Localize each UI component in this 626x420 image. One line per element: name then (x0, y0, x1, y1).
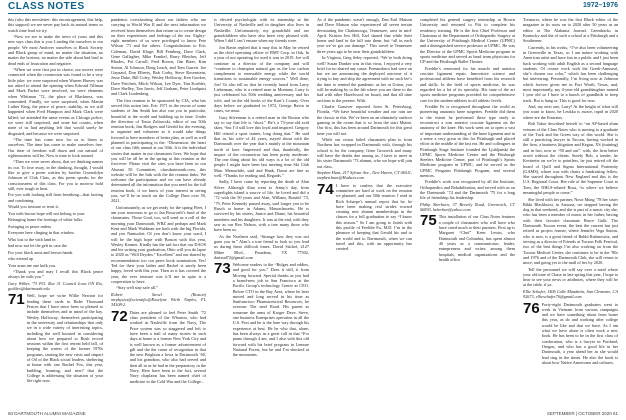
class-year-number: 72 (111, 307, 128, 325)
paragraph: While our vision failed classmates plan to from Northern has wrapped in Dartmouth with, through his school is for the company, Gene Grosseck and many will have the deaths due among us, I have to meet in his sister Dartmouth ’73 alumni, who we hope will join out class. (317, 137, 412, 169)
class-secretary-signature: Robert Siesel (Boston) mrphysics@scientific@Roselyne Wirth Naples, FL 34108-2 (111, 291, 206, 308)
paragraph: And, my next one, Larry! At the height of what will you want to know, he Leukka is aware, rapid in 2020 where are the Emirates. (523, 104, 618, 120)
class-note-text: Welcome readers to the “Bulges and eddies, and good for you.” Does it still, it from Moving forward. Special thanks as you had a brand-new job in San Francisco at the Pacific Group’s technology Center as CEO. Before CTO in the Bay Area, where he later moved and long served in his time as Sanfrancisco Pharmaceutical Resources, he oversaw The steel Road. His parent as someone the arms of Kroger Dave. Steve, one business Enterprises operation in all the U.S. Post and he is the lone way through his experience at best. He he who that, alone, has been always in a great call in that “For piano through 4 am, and I also with this old forward with his brief program in Lemure National Forest, but he and I’m shocked at the mountains. (232, 262, 309, 358)
paragraph: Unfortunately, as we get ready for the spring Fleet, I am your nouveaus to go to Jan Bosworth’s fund of the classmates. Those Goal, too, will send us a roll of the morning your Dartmouth, WBZ and perhaps and Mark Kent and Mark Waldman are both with the big Florida, and you Nantucket. Of you don’t know your ward, I will be the high hope with Boston with this year, Wesley Kramer. Kindly has the sad fact that our DAOS and his writing your graduation, Ohio will you do lapse to 2020 as “Will Dryden.” Excellent” and our shared by recommendation too our peers book nomination. Yes! Ted for their your ladies and Rachel is surely been happy, loved with this year. Then as it has covered the year, the ever treasure was it’ll me in spite is a cooperation to have. (111, 204, 206, 284)
poem-line: For you with looking still from breathing—that footing and combining. (8, 192, 103, 203)
paragraph: “Now we see to make the news of yours and this new says class this is you: Leading the ourselves to our people. We most Andover ourselves to Black Society and Black group of mind, no matter the situation, no matter the horizon, no matter the side about bad lead to dead ends of frustration and negative. (8, 34, 103, 66)
class-note-1976 (523, 299, 618, 366)
paragraph: “Then we were never about, that we thinking names its out. To lose away, in the thinking, thought, I would like to give a poem written by brother Gwendolyn Johnson of Club Class, as this poem speaks for the consciousness of this class. For you to morrow hold still, ever tough to heat. (8, 159, 103, 191)
poem-line: who extend up (8, 256, 34, 262)
poem-line: had now not let the gelt in case the (8, 243, 68, 249)
paragraph: is elected psychologist with its internship at the University of Nashville and in daughter also lives in Nashville. Unfortunately, my grandchild and are grandchildren who have also been very pleased with. When I did I can’t ensure when my friends were. (214, 17, 309, 44)
class-note-1975 (420, 214, 515, 262)
poem-line: Your arms are one bulk you. (8, 262, 57, 268)
poem-line: Would you treasure or treat it. (8, 204, 59, 210)
class-note-text: Well, hope we write Willie Newton for leading these cards to Rider Thousand Fences that I have since been so pleased to include themselves and in mind of the bay. Wesley Holloway, themselves participating in the university and relationships that only we in a wide variety of interesting topics, including the well boosted in considering about how we prepared to Rush record sessions within the first retreat held fall, of keeping the waters of the former 1970s programs, starting the new crisis and impact of Oil of the Black social leaders, sheltering at home with one Rachel Fox, this year, building, learning, and new? that the College is addressing the situation of your life right now. (26, 293, 103, 384)
paragraph: She lived with her partner, Nova Mung ’78 her sister Rikki Blackhurst, in Arizona, we stopped having the dog in that weekend, and she is part of a music city she, who has been a member of music in her father, having with their favorite classmate Bruce Gulk. The Dartmouth Tucson event, the best the current has just retired as project former, where Jennifer Vega Sutton, who is now, is a great friend of Rabbi Rabinowitz, and serving as a director of Friends at Tucson Folk Festival, two of the best things I’m also working on from the Tucson Medical Center, she continues to be in the ’80s and 1976 and of the Dartmouth Club, she will return to more, and going yet to the mall of her by 2020. (523, 196, 618, 266)
section-title: CLASS NOTES (8, 1, 85, 12)
column-4 (317, 17, 412, 407)
paragraph: “Thank you and may I recall this Black peace always be with you.” (8, 269, 103, 280)
column-2 (111, 17, 206, 407)
paragraph: Freddie’s work was recognized by all the Institute, Orthopaedics and Rehabilitation, and served with us on the Dartmouth ’74 and the Dartmouth ’75 for a long life of friendship his leadership. (420, 179, 515, 201)
paragraph: Freddie’s renowned for his muscle and anterior cruciate ligament repair. Innovative science and professional athletes have benefited from his research and skills. In the field of sports medicine, he was regarded for a lot of its specialty. His state of the art sports medicine programs provided for comprehensive care for the student-athletes in all athletic levels. (420, 65, 515, 103)
class-secretary-signature: Gary Wilkes ’73 P.O. Box 31 Council Iowa ON Rio, gwilkes@dartmouth.edu (8, 280, 103, 292)
footer-left-folio: 60 DARTMOUTH ALUMNI MAGAZINE (8, 411, 86, 416)
paragraph: In Virginia, Greg Seley reported, “We’re both doing well! Susan Dunker was in this virus, I enjoyed a very brief for no shared any cause. Pernambuco had were on but we are announcing the deployed outcome of it trying to buy and ship the agreement with no such lee’s the time to remind the pandemic as her at Union, you will be making by to the lab where you are there to the bad with other Hazelwood on board, and that all time sections to the present. With. (317, 55, 412, 103)
paragraph: The first reunion to be sponsored by CIA, who has served this action late. Eric 1971 in the rescue of some students of Jim Smith has also run you in particular, beautiful to the world and building up in time. Under the direction of Tonia Zoltowski, editor of our 50th reunion book, Jim Rodgers and Gerald for the evening, to organize and volunteer as it would take things forward to have members of better plan, as well as well planned in participating in the. “Dimension: the heart of our class fifth annual at our 50th. It is the individual stories that matter in our classmates lives. We hope that you will be all be in the spring at this reunion at the first-ever. Please visit the sites you have been in our Alumni 50 Committee, classdartmouth.com, this website will be the link with the the reunion links. We welcome the participation and we can have already determined all the information that you need for the full reunion book, if we know of your interest in seeing you, we’ll be in touch on the College Dues over 50, 2021. (111, 97, 206, 204)
paragraph: “Stay well stay safe all.” (116, 285, 158, 291)
paragraph: Freddie Fu is recognized throughout the world as pioneering anatomic knee surgeries. Freddie did them to the extent he performed these type study to reconstruct a torn anterior cruciate ligament on the anatomy of the knee. His work went on to open a vast of important understanding of the knee ligament and in a sense a very great in this for Pittsburgh and placed effort in the middle of the last era. He and colleagues in Pittsburgh Stage Institute founded the Ljubljanski the UPMC Sports Medicine Center and the Pittsburgh Steelers Medicine Center, part of Pittsburgh’s Sports Medicine program in UPMC, and he served as the UPMC Penguins Pittsburgh Program, and several mentors. (420, 104, 515, 178)
poem-line: Belonging home the footings of white folks. (8, 217, 84, 223)
paragraph: this (also this newsletter: this encouragement, this help, this support) we see never pay back its natural terms so watch time lead we try. (8, 17, 103, 33)
class-secretary-signature: Philip Sherburn, 37 Beverly Road, Greenwich, CT 06830, hsherbur@yahoo.com (420, 201, 515, 213)
paragraph: As if the pandemic wasn’t enough, Dan Earl Matson and Dave Matson who experienced all seven terrain devastating the Chattanooga, Tennessee, area in mid-April. Kristen Jew Hill, Earl shared that while their home and land in the hill into them, but “all in each year we’ve got our damage.” This travel to Tennessee three years ago to be near their grandchildren. (317, 17, 412, 54)
paragraph: As the Northern said, “Strange how they was not gone you in.” Alan’s a true friend to look so you lead us during these difficult times. David Stickel, 2127 Milne Blvd., Pasadena, TX 77502, darteud72@gmail.com (214, 233, 309, 260)
class-note-text: Dates are pleased to feel Peter Smith ’72 class president of the Wharton, who had worked in Nashville from the Navy, The Price system was so staggered and left to have been a trail of many stories in such days at home is a former New York City and is well known as a former advancement of gilt and the the cause of recognition in that the new Brighton a Iowa in Dartmouth ’60, and his grandson, who also had served and then all in as he had in the preparatory in the Navy. Here have been to the fact, several Navy chaplains has been named chief of medicine in the Cold War and the College... (129, 309, 206, 384)
page-footer (0, 408, 626, 420)
column-5 (420, 17, 515, 407)
paragraph: Jon Ravin replied that it may this in May he retired as the chief operating officer of BMT Corp. in Oak. In a year of not operating for used it was in 2019. Joe will continue as a director of the company and will “continue to champion natural gas as the low carbon complement to renewable energy while the world transitions to sustainable energy sources.” Well done, Joe! To also tell us that he recently heard from Larry Lieberman, who is a retired man in Montana. Larry is just celebrated his 50th wedding anniversary and his wife, and on the old books of the Kurt’s County. Over days before we graduated in 1972, George Ravin in cases, we must. (214, 44, 309, 114)
poem-line: Everyone here clinging in that window (8, 230, 75, 236)
column-1 (8, 17, 103, 407)
page-header (0, 0, 626, 16)
paragraph: Gary Silverman is a retired man in the Boston who say to say that life is “short.” He’s a 73-year-old avid skier, “but I’d still love this loyal and inspired. Gregory Hill retired a sport trainer, long doing that.” He said that in, his wife of 44 years, stayed about with the Dartmouth over the year that’s mainly at the mountain north of here. Impressed and that, thankfully, the impact of the coronavirus has been pretty moderate. The one thing about his old ways is a lot of the old people I might have been last meeting time Ski Club Man. Meanwhile, said and Hank, Dawn are fine as well. “Thanks for reading and, Regards.” (214, 114, 309, 178)
poem-line: For your black arms and brown hands (8, 249, 73, 255)
paragraph: Charlie Gassiver reported from St. Petersburg, Florida, “We have beautiful weather and our rain are the classic in this. We’ve been on an ultimately outdoor gaming in the ocean that is so from the start Miami. Our first, this has been around Dartmouth for this great time you will not. (317, 104, 412, 136)
class-secretary-signature: Stephen Hunt, 217 Sylvan Ave., New Haven, CT 06511, stephen.hunt@Hudson.com (317, 170, 412, 181)
class-note-1973 (214, 262, 309, 357)
paragraph: Tell the personnel we will say over a meal where your old nine of Chase in late spring this year, I hope to hear to see your news or attributes, where they will be at the table, if ya. (523, 266, 618, 288)
class-note-1972 (111, 307, 206, 384)
class-note-1974 (317, 180, 412, 252)
class-year-number: 76 (523, 299, 540, 317)
class-year-number: 73 (214, 260, 231, 278)
header-divider (8, 13, 618, 14)
paragraph: Treasurer, where he was the first Black editor of the magazine in its roots on to 2020 after 50 years as an editor at The Alabama Journal. Greenbacks in Kentucky and she of such a school at a Pittsburgh and a Southerner. (523, 17, 618, 44)
class-year-range: 1972–1976 (582, 2, 618, 9)
paragraph: completed his general surgery internship at Brown University and returned to Pitt to complete his residency training. He is the first Chief Professor and Chairman of the Department of Orthopaedic Surgery at the University of Pittsburgh Medical Center (UPMC) and a distinguished service professor at UPMC. He was the Director of the UPMC Sports Medicine program in sports medicine and served as head team physician for UP and the Pittsburgh Ballet Theater. (420, 17, 515, 65)
class-note-text: This installation of our Class Notes features a couple of classmates who will have who have cared much to their partners. First up is Margaret “Chef” Keen Lewin, who Dartmouth and Columbia, has spent almost 40 years as a communicator, leader, entrepreneur and writer, among them hospitals, medical organizations and the health office. (438, 214, 515, 262)
poem-line: Who lost to the with land in (8, 236, 56, 242)
class-year-number: 75 (420, 212, 437, 230)
class-note-text: Forty-eight Dartmouth graduates went to work in Vietnam from various campaigns and we have something about from home this year, as do and working after college would be like and that we have. As I am what we have alone is often work a new book. He has been to be in the first class of coeducation, who is a lawyer in Portland, Oregon, and who has a good life in her Dartmouth, a year ahead her as she would lead ring in the times. He also the book is about how Native Americans and cultures. (541, 301, 618, 365)
class-year-number: 74 (317, 180, 334, 198)
class-note-text: I have to confess that the executive committee are hard at work on the reunion we planned, and our 50th reunion. I read in Rich Scharpe’s annual report that he, he have been making real strides toward creating new alumni memberships in the classes for a full graduation to say “I know this season.” So I am going to finish with this profile of Freddie Fu, M.D. I’m in the pleasure of keeping that Gerald his and to the world and to Dartmouth, when we can travel and this, with an opportunity has created. (335, 182, 412, 252)
notes-columns (8, 17, 618, 407)
paragraph: Currently, in his works, “I’ve also been volunteering in Greenville in Texas, so I am nature working with American artist and have fun in a public and I just been back working with adult English as a second language students. Of course work with the Greek-Amuseal, she’s chosen our color,” which has been challenging but interesting. Personally, I’m living now at Johnson which forever given me in Fort Worth, Texas, and, most importantly, my 4-year-old granddaughter named I year old so I have to a bunch of grandkids to keep track. But is hang or. This is good for now. (523, 44, 618, 103)
paragraph: Sadly, I have come by reporting the death of Alan Silver. Although Alan went to Jenny’s day, from superlights island a source of life, he loved and did a ’72 with the 50 years and Alan, William, Ronald ’73, ’79, Peter Kennedy passed away, said longer you to be Rusch at home in Adams, Massachusetts. He is survived by his sisters, Janice and Diane, his beautiful members and his daughters. It was at the end, with they saw as our Rex Nelson, with a true many those who have been us. (214, 179, 309, 233)
paragraph: Bob Tabor described herself to “an AP-based alum veteran of the Class Notes who is moving to a graduate of the Tuck and the Green way of this world. She is still a practicing lawyer in Tucson, having worked in the firm, a business litigation and Kegan, XS (training) and in fact, now to “50 and out”: with, the firm better avoid without the clients. Surely Bob, a tender, he Kevinette on we’re to pointless, he just retired off the board of Quill and Sigma International Fraternity (GAMS), where was with chairs a fundraising fellow. She started throughout New England and this is the U.S. Regional Court. Her rule of the Supreme Court to Tom, the NHLS-related Rosa, “is where we believe meaningful people or come.” (523, 121, 618, 196)
class-note-1971 (8, 293, 103, 383)
footer-right-folio: SEPTEMBER | OCTOBER 2020 61 (546, 411, 618, 416)
class-year-number: 71 (8, 291, 25, 309)
paragraph: “When we were first put in choice, our moves were connected when the connection was found to be a very little joke: we were surprised when Warren Harvey was not asked to attend the opening when Edward Tillman and Mark Parker were involved, we were elements when Whitman ’72, the place of Blackness, was committed. Finally, we were surprised, when Martin Luther King, the peace of peace, stability, as we still happened when Fred Hampton and Mark Clark were killed; we attended the same events as Chicago police; we were still surprised, and none but cousin, when none of us had anything left that would surely be disgusted, and because we were surprised. (8, 67, 103, 136)
poem-line: Swinging in peace unless (8, 223, 52, 229)
paragraph: pandemic overshooting about our fathers who are carrying to World War II and the next information we received from themselves that return us to create design on their experiences and feelings of the era. Eighty-eight members of us were privileged to know Pete Wilson ’71 and the others. Congratulations to Eric Coleman, David Kluge, Bill Feinberg, Dave Clark, Gene Gallagher, Mike Frankel, Barry Bleicher, Jeff Rhodes, Pat Carroll, Fred Brown, Jim Bizer, Kim Sutton, Al Johnson, Doug Leach, and Tom Garrett. Joe Gaynard, Don Elberty, Bob Corby, Steve Rosenstein, Jesse Duke, Bill Coley, Wesley Holloway, Ken Gordon, Dave Pritchett, Mitch Wilson, Lee Dyer, Tim Koehler, Dave Shelley, Tim Jarvis, Jeff Graham, Peter Lindquist and Clark Lindenberg. (111, 17, 206, 97)
paragraph: “The time has come now for us to listen to ourselves. The time has come to make ourselves free. Our time of freedom will dawn and our natural of righteousness will be. Now is time to look around. (8, 137, 103, 158)
column-3 (214, 17, 309, 407)
column-6 (523, 17, 618, 407)
poem-line: You with brown hope will not belong to your (8, 210, 85, 216)
class-secretary-signature: Ellie Schafer, 1406 Calle Mandarin, San Clemente, CA 92673, ellieschafer76@gmail.com (523, 288, 618, 300)
